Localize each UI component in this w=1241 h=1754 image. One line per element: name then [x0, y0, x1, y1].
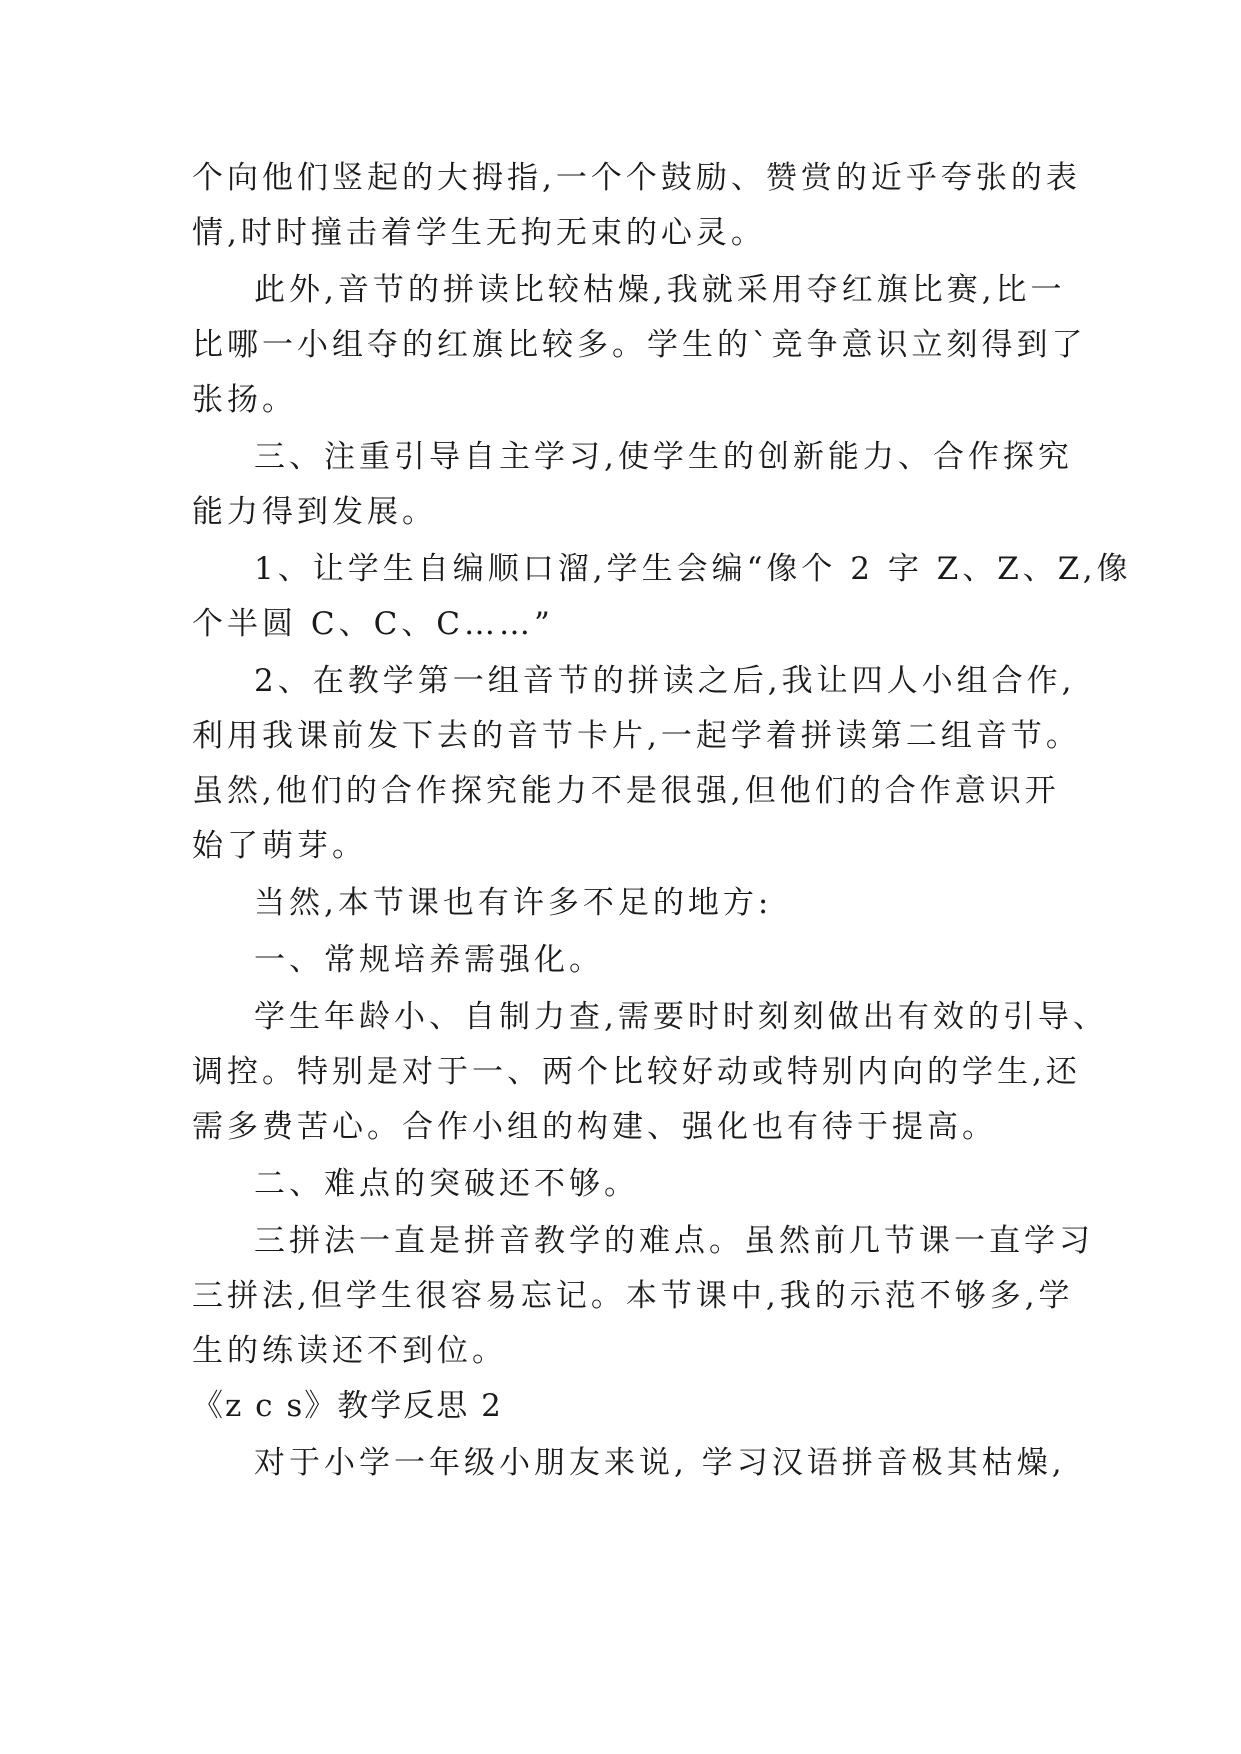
text-line: 比哪一小组夺的红旗比较多。学生的`竞争意识立刻得到了 [192, 327, 1087, 363]
text-line: 对于小学一年级小朋友来说, 学习汉语拼音极其枯燥, [254, 1445, 1066, 1481]
text-line: 三、注重引导自主学习,使学生的创新能力、合作探究 [254, 439, 1073, 475]
text-line: 学生年龄小、自制力查,需要时时刻刻做出有效的引导、 [254, 999, 1108, 1035]
text-line: 能力得到发展。 [192, 494, 437, 530]
text-line: 二、难点的突破还不够。 [254, 1166, 639, 1202]
text-line: 情,时时撞击着学生无拘无束的心灵。 [192, 215, 766, 251]
text-line: 三拼法一直是拼音教学的难点。虽然前几节课一直学习 [254, 1223, 1094, 1259]
text-line: 生的练读还不到位。 [192, 1333, 507, 1369]
text-line: 当然,本节课也有许多不足的地方: [254, 885, 773, 921]
text-line: 调控。特别是对于一、两个比较好动或特别内向的学生,还 [192, 1054, 1081, 1090]
text-line: 三拼法,但学生很容易忘记。本节课中,我的示范不够多,学 [192, 1278, 1074, 1314]
text-line: 1、让学生自编顺口溜,学生会编“像个 2 字 Z、Z、Z,像 [254, 551, 1132, 587]
text-line: 需多费苦心。合作小组的构建、强化也有待于提高。 [192, 1109, 997, 1145]
text-line: 2、在教学第一组音节的拼读之后,我让四人小组合作, [254, 663, 1076, 699]
text-line: 虽然,他们的合作探究能力不是很强,但他们的合作意识开 [192, 773, 1060, 809]
text-line: 此外,音节的拼读比较枯燥,我就采用夺红旗比赛,比一 [254, 272, 1066, 308]
text-line: 个向他们竖起的大拇指,一个个鼓励、赞赏的近乎夸张的表 [192, 160, 1081, 196]
text-line: 一、常规培养需强化。 [254, 942, 604, 978]
text-line: 张扬。 [192, 382, 297, 418]
text-line: 利用我课前发下去的音节卡片,一起学着拼读第二组音节。 [192, 718, 1081, 754]
text-line: 始了萌芽。 [192, 828, 367, 864]
text-line: 个半圆 C、C、C……” [192, 606, 554, 642]
section-heading: 《z c s》教学反思 2 [192, 1388, 503, 1424]
